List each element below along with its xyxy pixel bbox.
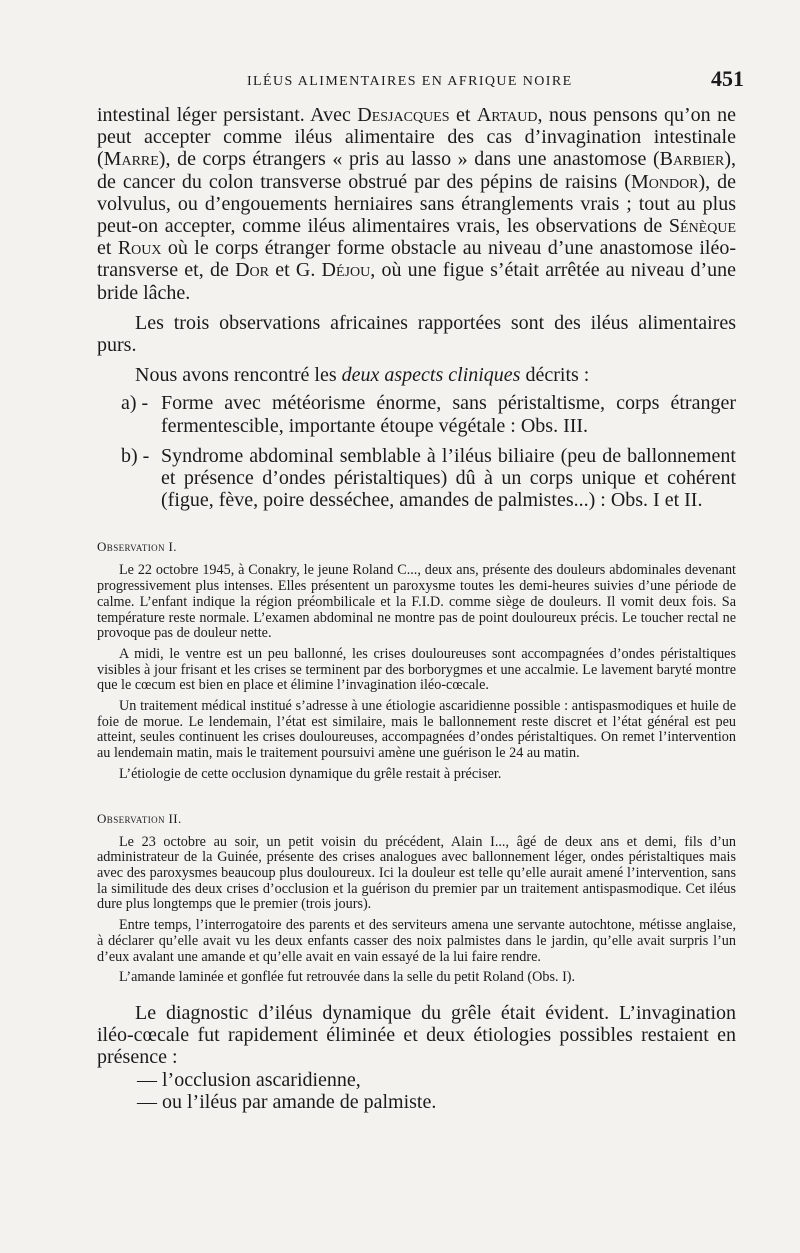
text-run: Nous avons rencontré les — [135, 364, 342, 387]
observation-paragraph: Entre temps, l’interrogatoire des parents et des serviteurs amena une servante autochtone, métisse anglaise, à déclarer qu’elle avait vu les deux enfants casser des noix palmistes dans le jardin, qu’elle avait surpris l’un d’eux avalant une amande et qu’elle avait en vain essayé de la lui faire rendre. — [97, 917, 736, 965]
text-run: intestinal léger persistant. Avec — [97, 104, 358, 126]
author-name: Déjou — [321, 259, 371, 282]
text-run: et G. — [268, 259, 322, 282]
list-item-text: Syndrome abdominal semblable à l’iléus biliaire (peu de ballonnement et présence d’ondes péristaltiques) dû à un corps unique et cohérent (figue, fève, poire desséchee, amandes de palmistes...) : Obs. I et II. — [161, 444, 736, 512]
observation-paragraph: Un traitement médical institué s’adresse à une étiologie ascaridienne possible : antispasmodiques et huile de foie de morue. Le lendemain, l’état est similaire, mais le ballonnement reste discret et l’état général est peu atteint, seules continuent les crises douloureuses, accompagnées d’ondes péristaltiques. On remet l’intervention au lendemain matin, mais le traitement poursuivi amène une guérison le 24 au matin. — [97, 698, 736, 762]
emphasis-text: deux aspects cliniques — [341, 364, 521, 387]
observation-paragraph: Le 23 octobre au soir, un petit voisin du précédent, Alain I..., âgé de deux ans et demi, fils d’un administrateur de la Guinée, présente des crises analogues avec ballonnement léger, ondes péristaltiques mais avec des paroxysmes beaucoup plus douloureux. Ici la douleur est telle qu’elle aurait amené l’intervention, sans la similitude des deux crises d’occlusion et la guérison du premier par un traitement antispasmodique. Cet iléus dure plus longtemps que le premier (trois jours). — [97, 833, 736, 913]
intro-paragraph-1 — [97, 104, 736, 304]
conclusion-text — [97, 1002, 736, 1113]
text-run: décrits : — [520, 364, 590, 387]
author-name: Sénèque — [668, 215, 736, 238]
observation-paragraph: Le 22 octobre 1945, à Conakry, le jeune Roland C..., deux ans, présente des douleurs abdominales devenant progressivement plus intenses. Elles présentent un paroxysme toutes les demi-heures suivies d’une période de calme. L’enfant indique la région préombilicale et la F.I.D. comme siège de douleurs. Il vomit deux fois. Sa température reste normale. L’examen abdominal ne montre pas de point douloureux précis. Le toucher rectal ne provoque pas de douleur nette. — [97, 562, 736, 642]
text-run: où le corps étranger forme obstacle au niveau d’une anastomose iléo-transverse et, de — [97, 237, 736, 282]
observation-1-text — [97, 563, 736, 782]
text-run: , nous pensons qu’on ne peut accepter comme iléus alimentaire des cas d’invagination intestinale ( — [97, 104, 736, 171]
text-run: et — [449, 104, 477, 126]
author-name: Dor — [235, 259, 269, 282]
observation-paragraph: L’étiologie de cette occlusion dynamique du grêle restait à préciser. — [119, 765, 502, 782]
conclusion-paragraph: Le diagnostic d’iléus dynamique du grêle était évident. L’invagination iléo-cœcale fut rapidement éliminée et deux étiologies possibles restaient en présence : — [97, 1001, 736, 1069]
conclusion-item: — l’occlusion ascaridienne, — [137, 1068, 361, 1091]
author-name: Marre — [103, 148, 159, 171]
author-name: Mondor — [630, 170, 699, 193]
intro-text — [97, 104, 736, 386]
observation-1-heading — [97, 539, 736, 555]
list-item — [97, 445, 736, 512]
list-item-text: Forme avec météorisme énorme, sans péristaltisme, corps étranger fermentescible, importante étoupe végétale : Obs. III. — [161, 392, 736, 437]
running-title: ILÉUS ALIMENTAIRES EN AFRIQUE NOIRE — [247, 74, 573, 89]
text-run: ), de corps étrangers « pris au lasso » dans une anastomose ( — [158, 148, 660, 171]
conclusion-item: — ou l’iléus par amande de palmiste. — [137, 1090, 437, 1113]
author-name: Artaud — [476, 104, 538, 126]
list-item — [97, 392, 736, 436]
heading-text: Observation I. — [97, 539, 177, 555]
intro-paragraph-2: Les trois observations africaines rapportées sont des iléus alimentaires purs. — [97, 311, 736, 357]
list-marker: a) - — [121, 392, 149, 415]
observation-paragraph: A midi, le ventre est un peu ballonné, les crises douloureuses sont accompagnées d’ondes péristaltiques visibles à jour frisant et les crises se terminent par des borborygmes et une accalmie. Le lavement baryté montre que le cœcum est bien en place et élimine l’invagination iléo-cœcale. — [97, 645, 736, 694]
text-run: ), de cancer du colon transverse obstrué par des pépins de raisins ( — [97, 148, 736, 193]
text-run: et — [97, 237, 118, 260]
page-number: 451 — [711, 66, 744, 91]
observation-2-heading — [97, 811, 736, 827]
observation-paragraph: L’amande laminée et gonflée fut retrouvée dans la selle du petit Roland (Obs. I). — [119, 969, 576, 986]
author-name: Barbier — [659, 148, 725, 171]
page-header — [97, 64, 744, 104]
author-name: Desjacques — [357, 104, 450, 126]
author-name: Roux — [117, 237, 162, 260]
observation-2-text — [97, 835, 736, 986]
list-marker: b) - — [121, 444, 150, 467]
intro-paragraph-3 — [97, 364, 736, 386]
clinical-aspects-list — [97, 392, 736, 511]
heading-text: Observation II. — [97, 810, 182, 826]
text-run: ), de volvulus, ou d’engouements herniaires sans étranglements vrais ; tout au plus peut-on accepter, comme iléus alimentaires vrais, les observations de — [97, 170, 736, 238]
text-run: , où une figue s’était arrêtée au niveau d’une bride lâche. — [97, 259, 736, 304]
